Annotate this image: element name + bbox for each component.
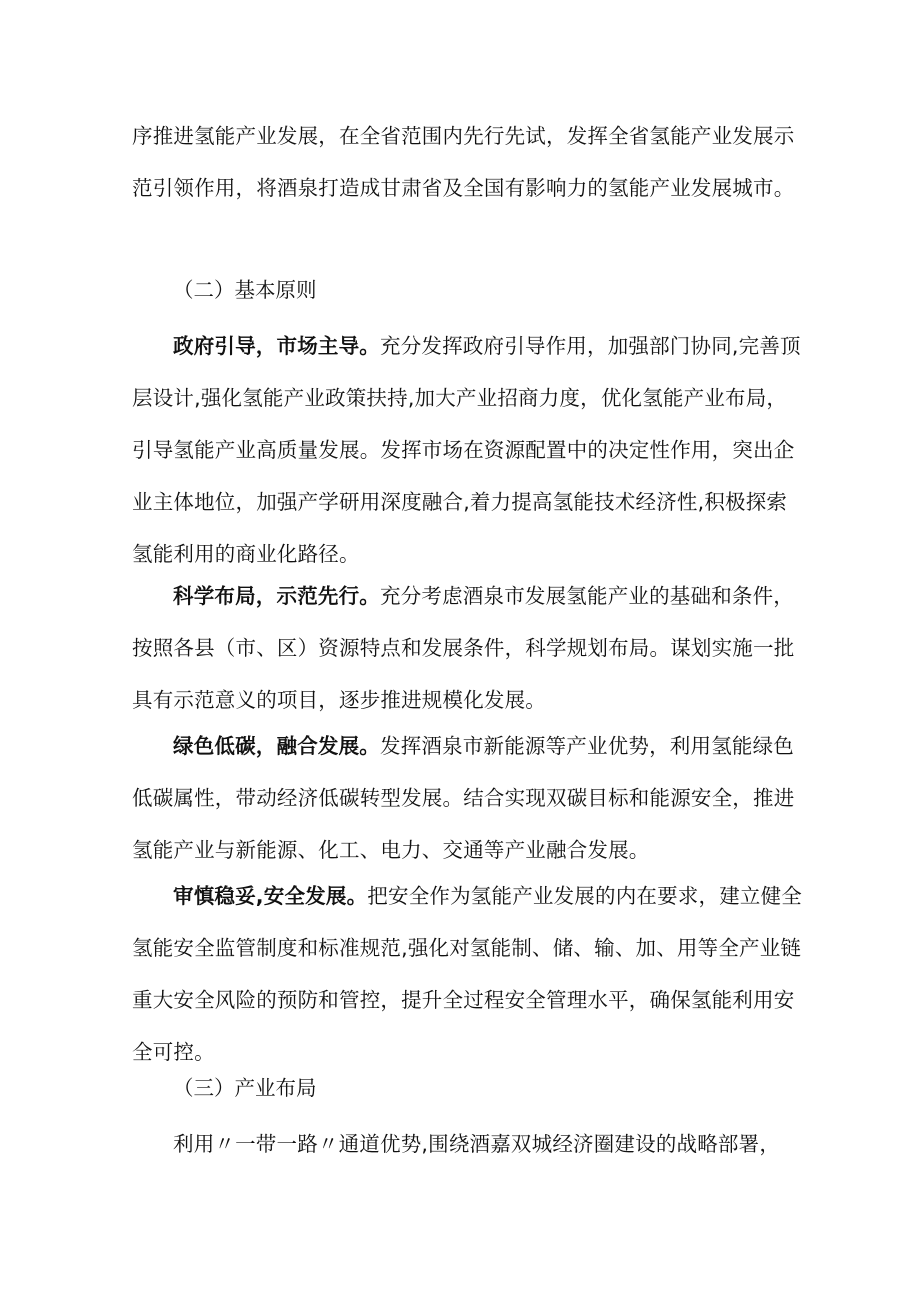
paragraph-intro: 序推进氢能产业发展，在全省范围内先行先试，发挥全省氢能产业发展示范引领作用，将酒泉打造成甘肃省及全国有影响力的氢能产业发展城市。: [132, 124, 795, 200]
section-heading-industry-layout: （三）产业布局: [173, 1076, 317, 1100]
principle-body-layout: 充分考虑酒泉市发展氢能产业的基础和条件，按照各县（市、区）资源特点和发展条件，科学规划布局。谋划实施一批具有示范意义的项目，逐步推进规模化发展。: [132, 584, 795, 712]
principle-title-layout: 科学布局，示范先行。: [173, 584, 380, 608]
principle-title-safety: 审慎稳妥,安全发展。: [173, 884, 368, 908]
paragraph-industry-layout: 利用〃一带一路〃通道优势,围绕酒嘉双城经济圈建设的战略部署，: [173, 1132, 781, 1156]
principle-title-government: 政府引导，市场主导。: [173, 334, 380, 358]
paragraph-principle-layout: [132, 570, 802, 726]
paragraph-principle-green: [132, 720, 802, 876]
section-heading-basic-principles: （二）基本原则: [173, 278, 317, 302]
principle-body-safety: 把安全作为氢能产业发展的内在要求，建立健全氢能安全监管制度和标准规范,强化对氢能制、储、输、加、用等全产业链重大安全风险的预防和管控，提升全过程安全管理水平，确保氢能利用安全可控。: [132, 884, 802, 1064]
paragraph-principle-safety: [132, 870, 802, 1078]
principle-title-green: 绿色低碳，融合发展。: [173, 734, 380, 758]
principle-body-government: 充分发挥政府引导作用，加强部门协同,完善顶层设计,强化氢能产业政策扶持,加大产业招商力度，优化氢能产业布局，引导氢能产业高质量发展。发挥市场在资源配置中的决定性作用，突出企业主体地位，加强产学研用深度融合,着力提高氢能技术经济性,积极探索氢能利用的商业化路径。: [132, 334, 801, 566]
principle-body-green: 发挥酒泉市新能源等产业优势，利用氢能绿色低碳属性，带动经济低碳转型发展。结合实现双碳目标和能源安全，推进氢能产业与新能源、化工、电力、交通等产业融合发展。: [132, 734, 795, 862]
paragraph-principle-government: [132, 320, 802, 580]
